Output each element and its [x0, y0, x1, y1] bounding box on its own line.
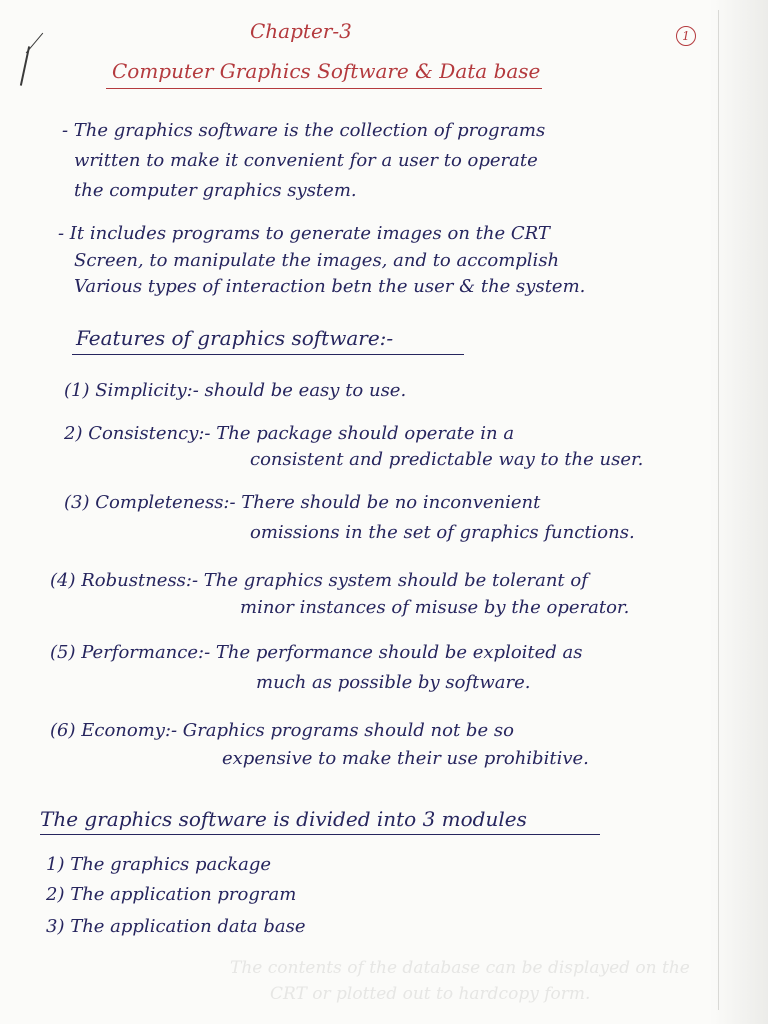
module-item: 1) The graphics package [46, 854, 272, 875]
bleed-through-text: CRT or plotted out to hardcopy form. [270, 984, 591, 1004]
features-heading: Features of graphics software:- [76, 326, 394, 350]
feature-item-continued: expensive to make their use prohibitive. [222, 748, 589, 769]
feature-item-continued: omissions in the set of graphics functions. [250, 522, 635, 543]
page-number: 1 [676, 26, 696, 46]
modules-heading-underline [40, 834, 600, 835]
module-item: 3) The application data base [46, 916, 306, 937]
intro-line: Screen, to manipulate the images, and to accomplish [74, 250, 560, 271]
page-title: Computer Graphics Software & Data base [112, 59, 541, 83]
feature-item: (6) Economy:- Graphics programs should not be so [50, 720, 514, 741]
chapter-label: Chapter-3 [250, 19, 352, 43]
bleed-through-text: The contents of the database can be displayed on the [230, 958, 690, 978]
intro-line: the computer graphics system. [74, 180, 357, 201]
feature-item: (1) Simplicity:- should be easy to use. [64, 380, 407, 401]
intro-line: - The graphics software is the collection of programs [62, 120, 546, 141]
intro-line: written to make it convenient for a user to operate [74, 150, 538, 171]
intro-line: Various types of interaction betn the user & the system. [74, 276, 586, 297]
feature-item: (5) Performance:- The performance should be exploited as [50, 642, 583, 663]
modules-heading: The graphics software is divided into 3 modules [40, 807, 527, 831]
feature-item: 2) Consistency:- The package should operate in a [64, 423, 515, 444]
feature-item-continued: consistent and predictable way to the user. [250, 449, 644, 470]
feature-item: (4) Robustness:- The graphics system should be tolerant of [50, 570, 588, 591]
intro-line: - It includes programs to generate images on the CRT [58, 223, 550, 244]
features-heading-underline [72, 354, 464, 355]
feature-item-continued: minor instances of misuse by the operator. [240, 597, 630, 618]
module-item: 2) The application program [46, 884, 297, 905]
page-edge-line [718, 10, 719, 1010]
feature-item: (3) Completeness:- There should be no inconvenient [64, 492, 541, 513]
margin-mark [26, 33, 43, 54]
feature-item-continued: much as possible by software. [256, 672, 531, 693]
title-underline [106, 88, 542, 89]
